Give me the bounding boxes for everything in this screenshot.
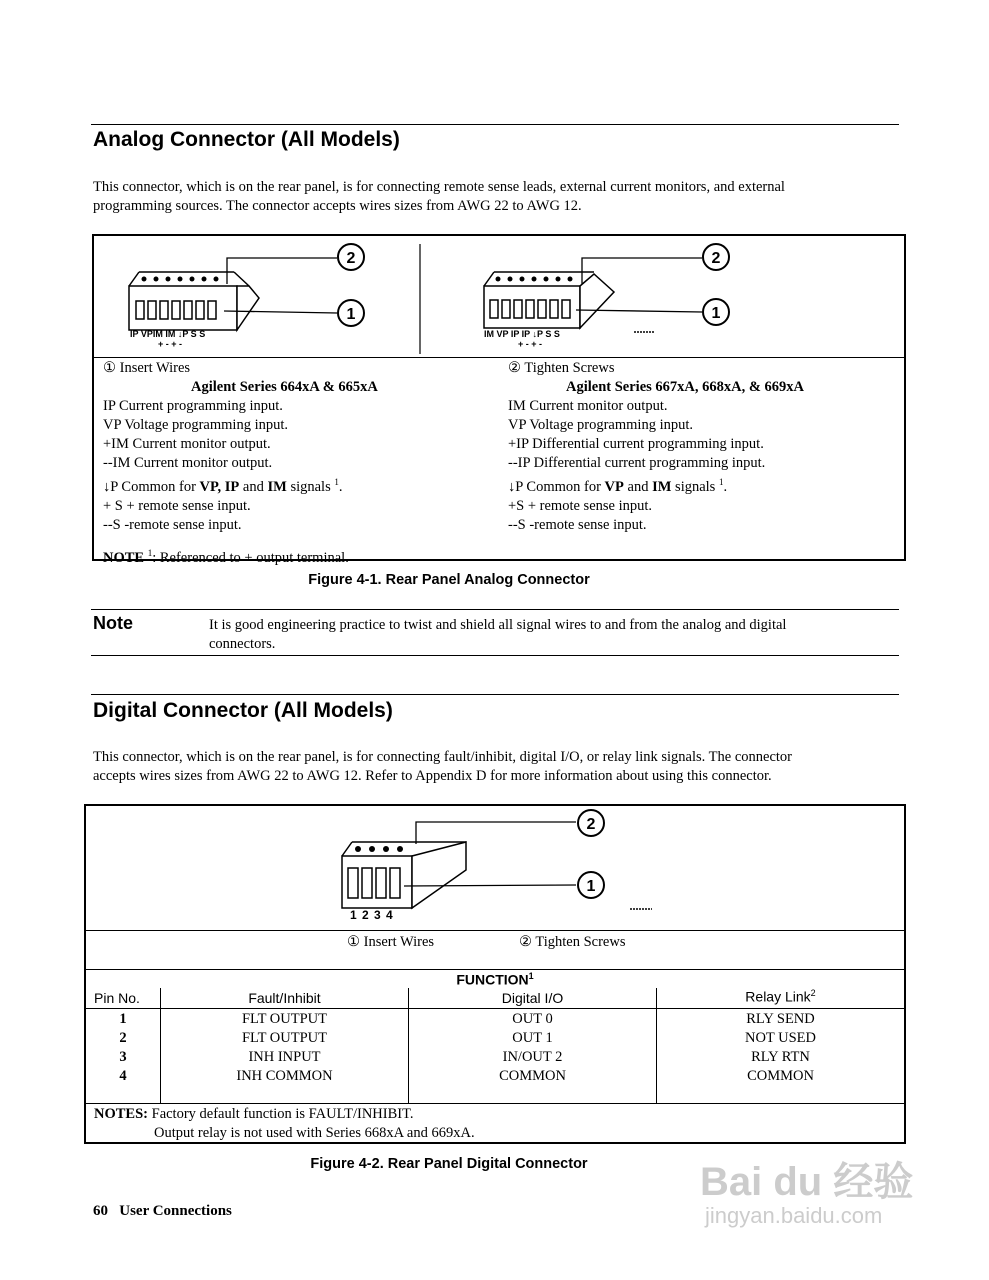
- col-header-digital: Digital I/O: [501, 990, 564, 1006]
- figure-4-1-caption: Figure 4-1. Rear Panel Analog Connector: [308, 572, 590, 588]
- table-cell: COMMON: [499, 1068, 566, 1084]
- analog-figure-box: [92, 234, 906, 566]
- table-cell: OUT 0: [512, 1011, 553, 1027]
- svg-text:+ - + -: + - + -: [518, 339, 543, 349]
- analog-right-legend: ② Tighten Screws Agilent Series 667xA, 668xA, & 669xA IM Current monitor output. VP Voltage programming input. +IP Differential current programming input. --IP Differential current programming input. ↓P Common for VP and IM signals $^1$. +S + remote sense input. --S -remote sense input.: [508, 359, 903, 535]
- note-bottom-rule: [91, 655, 899, 656]
- digital-notes-line2: Output relay is not used with Series 668xA and 669xA.: [154, 1125, 475, 1141]
- svg-text:2: 2: [586, 816, 596, 833]
- figure-separator: [94, 357, 904, 358]
- note-text: It is good engineering practice to twist and shield all signal wires to and from the analog and digital connectors.: [209, 617, 787, 652]
- svg-text:IP VPIM IM ↓P S S: IP VPIM IM ↓P S S: [130, 329, 206, 339]
- watermark-brand: Bai du 经验: [700, 1160, 914, 1204]
- table-cell: 4: [119, 1068, 127, 1084]
- table-cell: INH COMMON: [236, 1068, 333, 1084]
- svg-text:2: 2: [346, 250, 356, 267]
- function-header: FUNCTION$^1$: [456, 971, 534, 988]
- footer-section: User Connections: [119, 1203, 232, 1219]
- section-rule: [91, 124, 899, 125]
- table-row: [86, 1010, 904, 1029]
- figure-separator: [86, 930, 904, 931]
- svg-text:1: 1: [586, 878, 596, 895]
- table-row: [86, 1048, 904, 1067]
- table-cell: FLT OUTPUT: [241, 1030, 327, 1046]
- digital-figure-box: [84, 804, 906, 1144]
- digital-connector-diagram: [86, 806, 904, 930]
- table-cell: 1: [119, 1011, 127, 1027]
- svg-text:+ - + -: + - + -: [158, 339, 183, 349]
- table-cell: 2: [119, 1030, 127, 1046]
- analog-description: This connector, which is on the rear panel, is for connecting remote sense leads, external current monitors, and external programming sources. The connector accepts wires sizes from AWG 22 to AWG 12.: [93, 179, 785, 214]
- note-top-rule: [91, 609, 899, 610]
- section-rule: [91, 694, 899, 695]
- col-header-relay: Relay Link$^2$: [745, 988, 816, 1005]
- digital-step-tighten: ② Tighten Screws: [519, 934, 626, 950]
- analog-left-legend: ① Insert Wires Agilent Series 664xA & 665xA IP Current programming input. VP Voltage programming input. +IM Current monitor output. --IM Current monitor output. ↓P Common for VP, IP and IM signals $^1$. + S + remote sense input. --S -remote sense input. NOTE $^1$: Referenced to + output terminal.: [103, 359, 498, 568]
- col-header-fault: Fault/Inhibit: [248, 990, 321, 1006]
- table-row: [86, 1029, 904, 1048]
- figure-4-2-caption: Figure 4-2. Rear Panel Digital Connector: [310, 1156, 588, 1172]
- table-cell: IN/OUT 2: [502, 1049, 563, 1065]
- page-footer: [93, 1203, 232, 1220]
- table-cell: FLT OUTPUT: [241, 1011, 327, 1027]
- col-header-pin: Pin No.: [94, 990, 140, 1006]
- svg-text:1 2 3 4: 1 2 3 4: [350, 908, 394, 922]
- table-cell: 3: [119, 1049, 127, 1065]
- svg-text:1: 1: [711, 305, 721, 322]
- analog-section-title: Analog Connector (All Models): [93, 128, 400, 151]
- note-label: Note: [93, 613, 133, 633]
- table-row: [86, 1067, 904, 1086]
- table-cell: OUT 1: [512, 1030, 553, 1046]
- svg-text:1: 1: [346, 306, 356, 323]
- right-connector-drawing: [484, 244, 729, 349]
- digital-description: This connector, which is on the rear panel, is for connecting fault/inhibit, digital I/O, or relay link signals. The connector accepts wires sizes from AWG 22 to AWG 12. Refer to Appendix D for more information about using this connector.: [93, 749, 792, 784]
- table-cell: NOT USED: [744, 1030, 817, 1046]
- watermark-url: jingyan.baidu.com: [705, 1203, 883, 1228]
- digital-notes: NOTES: Factory default function is FAULT/INHIBIT.: [94, 1106, 414, 1122]
- table-cell: RLY SEND: [746, 1011, 815, 1027]
- function-table-body: [86, 1010, 904, 1086]
- table-cell: COMMON: [747, 1068, 814, 1084]
- page-number: 60: [93, 1203, 108, 1219]
- left-common-line: ↓P Common for VP, IP and IM signals $^1$.: [103, 477, 343, 495]
- digital-step-insert: ① Insert Wires: [347, 934, 435, 950]
- left-series-heading: Agilent Series 664xA & 665xA: [191, 379, 378, 395]
- analog-connector-diagram: [94, 236, 904, 360]
- right-common-line: ↓P Common for VP and IM signals $^1$.: [508, 477, 728, 495]
- right-series-heading: Agilent Series 667xA, 668xA, & 669xA: [566, 379, 805, 395]
- digital-section-title: Digital Connector (All Models): [93, 699, 393, 722]
- analog-note: NOTE $^1$: Referenced to + output terminal.: [103, 547, 349, 566]
- svg-text:IM VP IP IP ↓P S S: IM VP IP IP ↓P S S: [484, 329, 560, 339]
- digital-connector-drawing: [342, 810, 652, 922]
- left-connector-drawing: [129, 244, 364, 349]
- table-cell: RLY RTN: [751, 1049, 810, 1065]
- svg-text:2: 2: [711, 250, 721, 267]
- figure-separator: [86, 969, 904, 970]
- table-cell: INH INPUT: [248, 1049, 321, 1065]
